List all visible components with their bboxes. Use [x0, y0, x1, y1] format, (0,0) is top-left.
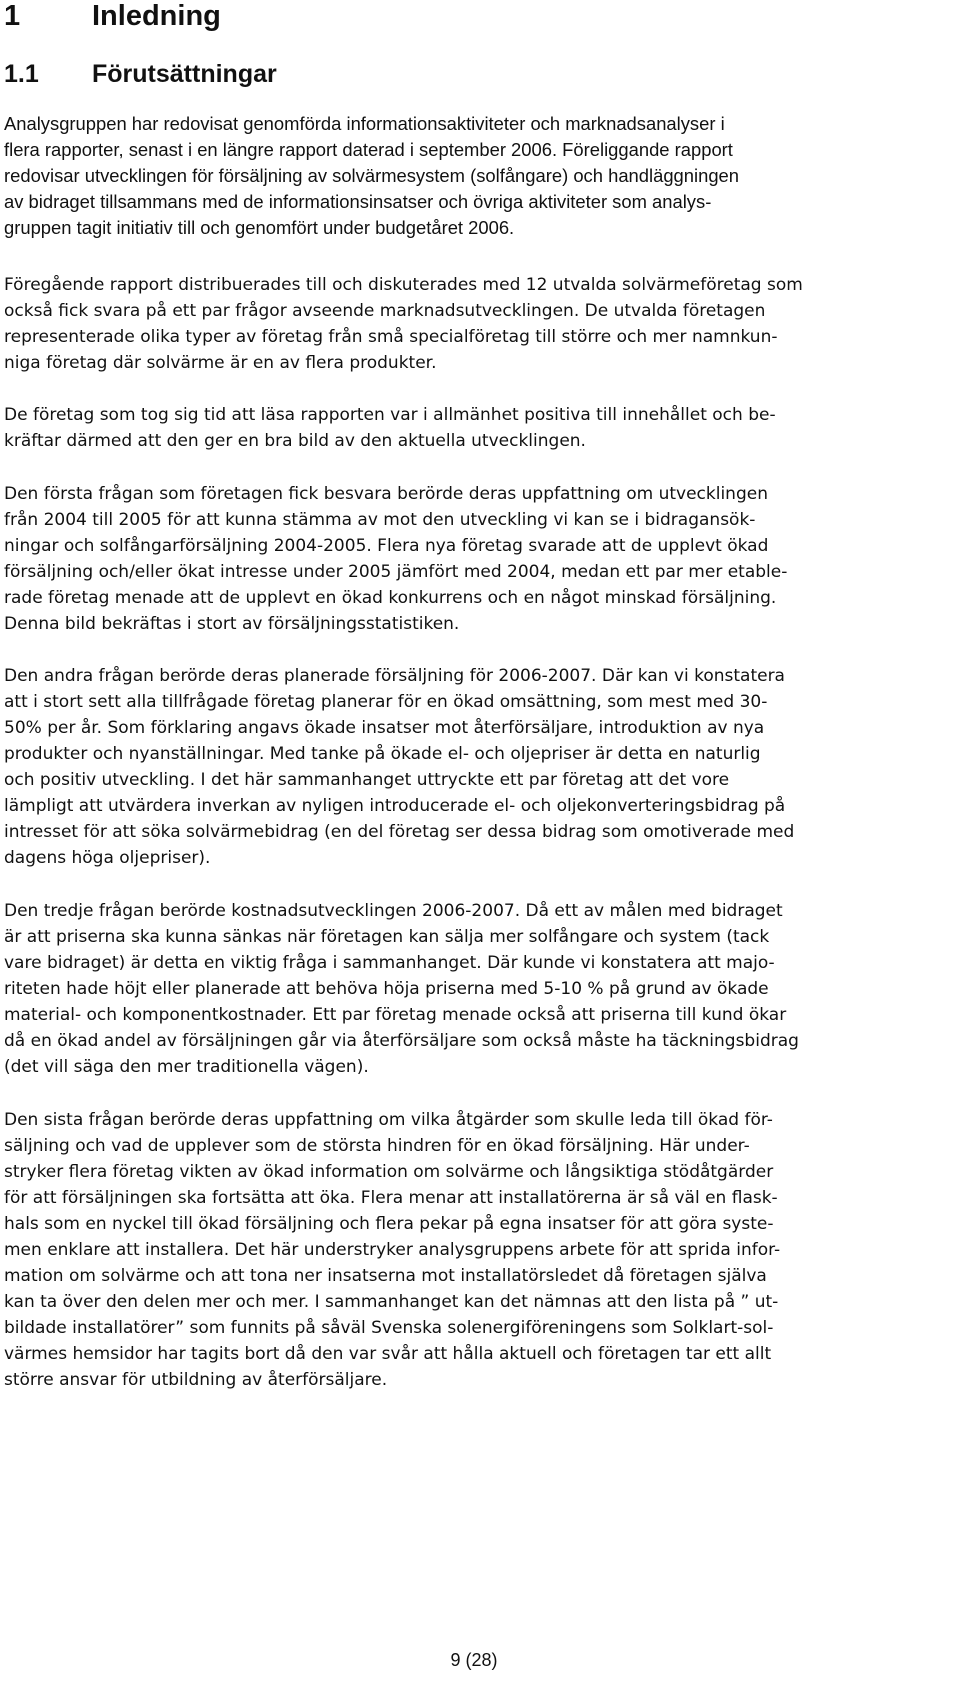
- text-line: Denna bild bekräftas i stort av försäljningsstatistiken.: [4, 614, 460, 634]
- page-number: 9 (28): [450, 1650, 498, 1670]
- text-line: Analysgruppen har redovisat genomförda informationsaktiviteter och marknadsanalyser i: [4, 113, 725, 134]
- text-line: mation om solvärme och att tona ner insatserna mot installatörsledet då företagen själva: [4, 1266, 767, 1286]
- paragraph: [4, 272, 929, 376]
- text-line: representerade olika typer av företag från små specialföretag till större och mer namnkun-: [4, 327, 778, 347]
- text-line: av bidraget tillsammans med de informationsinsatser och övriga aktiviteter som analys-: [4, 191, 712, 212]
- text-line: kan ta över den delen mer och mer. I sammanhanget kan det nämnas att den lista på ” ut-: [4, 1292, 779, 1312]
- text-line: Föregående rapport distribuerades till och diskuterades med 12 utvalda solvärmeföretag som: [4, 275, 803, 295]
- text-line: gruppen tagit initiativ till och genomfört under budgetåret 2006.: [4, 217, 515, 238]
- text-line: Den andra frågan berörde deras planerade försäljning för 2006-2007. Där kan vi konstatera: [4, 666, 785, 686]
- text-line: från 2004 till 2005 för att kunna stämma av mot den utveckling vi kan se i bidragansök-: [4, 510, 756, 530]
- text-line: att i stort sett alla tillfrågade företag planerar för en ökad omsättning, som mest med 30-: [4, 692, 768, 712]
- chapter-heading: [4, 0, 221, 34]
- text-line: produkter och nyanställningar. Med tanke på ökade el- och oljepriser är detta en naturlig: [4, 744, 761, 764]
- text-line: kräftar därmed att den ger en bra bild av den aktuella utvecklingen.: [4, 431, 586, 451]
- chapter-number: 1: [4, 0, 21, 32]
- text-line: ningar och solfångarförsäljning 2004-2005. Flera nya företag svarade att de upplevt ökad: [4, 536, 769, 556]
- text-line: Den första frågan som företagen fick besvara berörde deras uppfattning om utvecklingen: [4, 484, 768, 504]
- text-line: bildade installatörer” som funnits på såväl Svenska solenergiföreningens som Solklart-sol-: [4, 1318, 774, 1338]
- text-line: niga företag där solvärme är en av flera produkter.: [4, 353, 437, 373]
- text-line: material- och komponentkostnader. Ett par företag menade också att priserna till kund ökar: [4, 1005, 787, 1025]
- text-line: Den tredje frågan berörde kostnadsutvecklingen 2006-2007. Då ett av målen med bidraget: [4, 901, 783, 921]
- paragraph: [4, 898, 929, 1080]
- paragraph: [4, 111, 929, 241]
- section-title: Förutsättningar: [92, 60, 277, 88]
- text-line: hals som en nyckel till ökad försäljning och flera pekar på egna insatser för att göra syste-: [4, 1214, 774, 1234]
- section-number: 1.1: [4, 60, 39, 88]
- text-line: värmes hemsidor har tagits bort då den var svår att hålla aktuell och företagen tar ett allt: [4, 1344, 772, 1364]
- text-line: också fick svara på ett par frågor avseende marknadsutvecklingen. De utvalda företagen: [4, 301, 766, 321]
- text-line: vare bidraget) är detta en viktig fråga i sammanhanget. Där kunde vi konstatera att majo-: [4, 953, 775, 973]
- text-line: och positiv utveckling. I det här sammanhanget uttryckte ett par företag att det vore: [4, 770, 730, 790]
- text-line: redovisar utvecklingen för försäljning av solvärmesystem (solfångare) och handläggningen: [4, 165, 739, 186]
- text-line: Den sista frågan berörde deras uppfattning om vilka åtgärder som skulle leda till ökad för-: [4, 1110, 773, 1130]
- text-line: är att priserna ska kunna sänkas när företagen kan sälja mer solfångare och system (tack: [4, 927, 770, 947]
- text-line: rade företag menade att de upplevt en ökad konkurrens och en något minskad försäljning.: [4, 588, 777, 608]
- text-line: flera rapporter, senast i en längre rapport daterad i september 2006. Föreliggande rapport: [4, 139, 733, 160]
- text-line: lämpligt att utvärdera inverkan av nyligen introducerade el- och oljekonverteringsbidrag på: [4, 796, 786, 816]
- paragraph: [4, 481, 929, 637]
- text-line: för att försäljningen ska fortsätta att öka. Flera menar att installatörerna är så väl en flask-: [4, 1188, 778, 1208]
- text-line: då en ökad andel av försäljningen går via återförsäljare som också måste ha täckningsbidrag: [4, 1031, 799, 1051]
- section-heading: [4, 58, 277, 90]
- text-line: stryker flera företag vikten av ökad information om solvärme och långsiktiga stödåtgärder: [4, 1162, 774, 1182]
- text-line: men enklare att installera. Det här understryker analysgruppens arbete för att sprida infor-: [4, 1240, 781, 1260]
- paragraph: [4, 402, 929, 454]
- text-line: De företag som tog sig tid att läsa rapporten var i allmänhet positiva till innehållet och be-: [4, 405, 776, 425]
- text-line: säljning och vad de upplever som de största hindren för en ökad försäljning. Här under-: [4, 1136, 750, 1156]
- chapter-title: Inledning: [92, 0, 221, 32]
- text-line: (det vill säga den mer traditionella vägen).: [4, 1057, 369, 1077]
- paragraph: [4, 1107, 929, 1393]
- paragraph: [4, 663, 929, 871]
- text-line: försäljning och/eller ökat intresse under 2005 jämfört med 2004, medan ett par mer etable-: [4, 562, 788, 582]
- text-line: dagens höga oljepriser).: [4, 848, 211, 868]
- text-line: 50% per år. Som förklaring angavs ökade insatser mot återförsäljare, introduktion av nya: [4, 718, 765, 738]
- text-line: riteten hade höjt eller planerade att behöva höja priserna med 5-10 % på grund av ökade: [4, 979, 769, 999]
- text-line: större ansvar för utbildning av återförsäljare.: [4, 1370, 388, 1390]
- text-line: intresset för att söka solvärmebidrag (en del företag ser dessa bidrag som omotiverade med: [4, 822, 795, 842]
